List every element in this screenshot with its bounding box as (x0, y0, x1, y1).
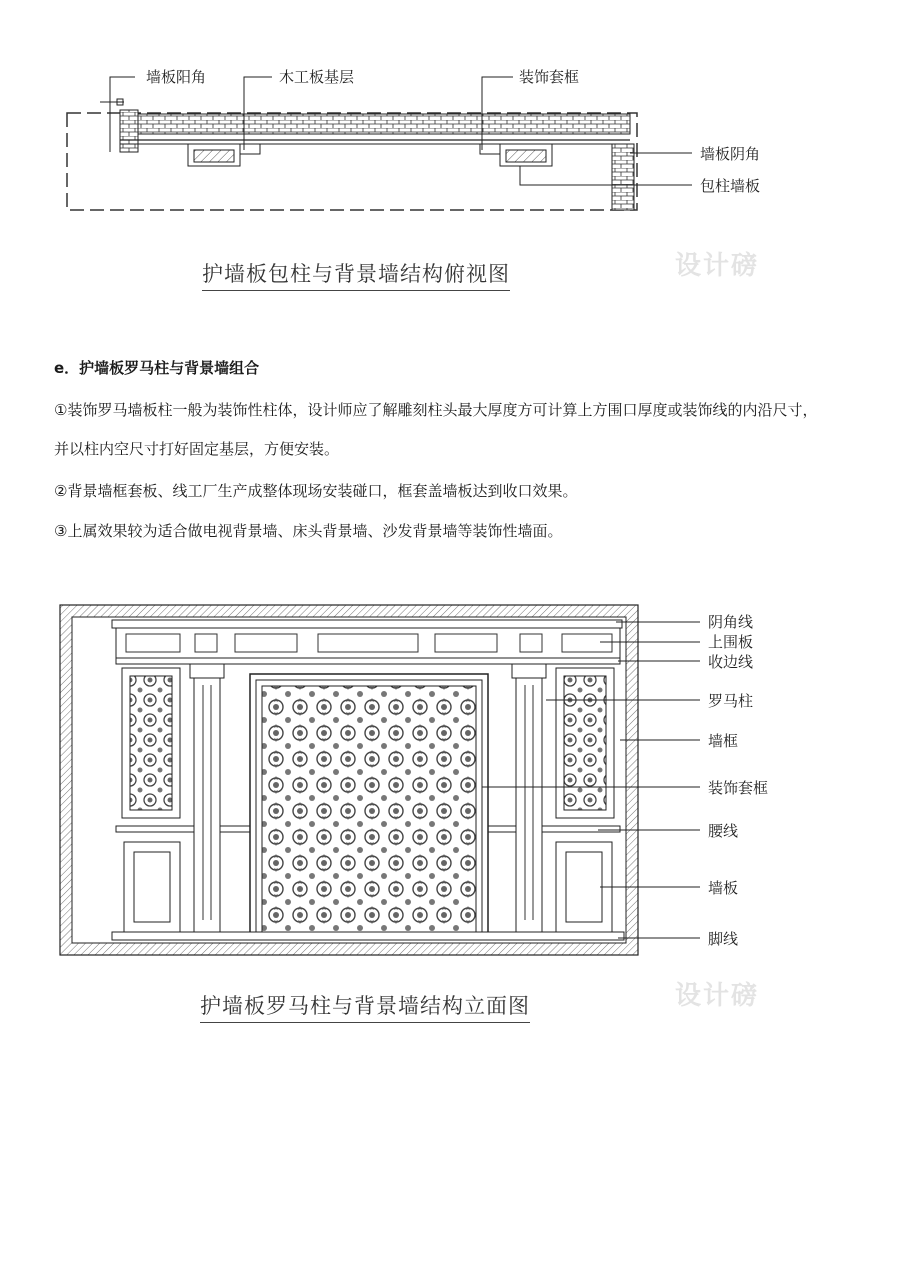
label-roman-column: 罗马柱 (708, 692, 754, 710)
right-brick-column (612, 144, 634, 210)
label-skirting: 脚线 (708, 930, 739, 948)
plan-view-figure (0, 40, 900, 300)
column-capital-left (190, 664, 224, 678)
wall-panel-layer (138, 114, 630, 134)
label-carpentry-base: 木工板基层 (279, 68, 355, 86)
label-upper-frieze: 上围板 (708, 633, 754, 651)
column-capital-right (512, 664, 546, 678)
left-brick-pier (120, 110, 138, 152)
paragraph-3: ②背景墙框套板、线工厂生产成整体现场安装碰口，框套盖墙板达到收口效果。 (54, 482, 578, 500)
figure1-watermark: 设计磅 (675, 251, 760, 281)
label-outside-corner: 墙板阳角 (146, 68, 207, 86)
label-waist-line: 腰线 (708, 822, 739, 840)
label-wall-panel: 墙板 (708, 879, 739, 897)
label-trim-frame: 装饰套框 (519, 68, 580, 86)
paragraph-4: ③上属效果较为适合做电视背景墙、床头背景墙、沙发背景墙等装饰性墙面。 (54, 522, 563, 540)
elevation-figure (0, 590, 900, 1030)
label-inside-corner: 墙板阴角 (700, 145, 761, 163)
figure1-caption: 护墙板包柱与背景墙结构俯视图 (202, 258, 510, 291)
figure2-caption: 护墙板罗马柱与背景墙结构立面图 (200, 990, 530, 1023)
skirting (112, 932, 624, 940)
figure2-watermark: 设计磅 (675, 981, 760, 1011)
paragraph-2: 并以柱内空尺寸打好固定基层，方便安装。 (54, 440, 340, 458)
paragraph-1: ①装饰罗马墙板柱一般为装饰性柱体，设计师应了解雕刻柱头最大厚度方可计算上方围口厚度或装饰线的内沿尺寸， (54, 401, 818, 419)
elevation-drawing (0, 590, 900, 1030)
roman-column-right (516, 678, 542, 932)
edge-trim (116, 658, 620, 664)
section-heading: e．护墙板罗马柱与背景墙组合 (54, 359, 260, 377)
label-trim-frame-2: 装饰套框 (708, 779, 769, 797)
label-wall-frame: 墙框 (708, 732, 739, 750)
cornice (112, 620, 622, 628)
damask-background-panel (262, 686, 476, 936)
label-edge-trim: 收边线 (708, 653, 754, 671)
roman-column-left (194, 678, 220, 932)
label-cornice-line: 阴角线 (708, 613, 754, 631)
label-column-panel: 包柱墙板 (700, 177, 761, 195)
